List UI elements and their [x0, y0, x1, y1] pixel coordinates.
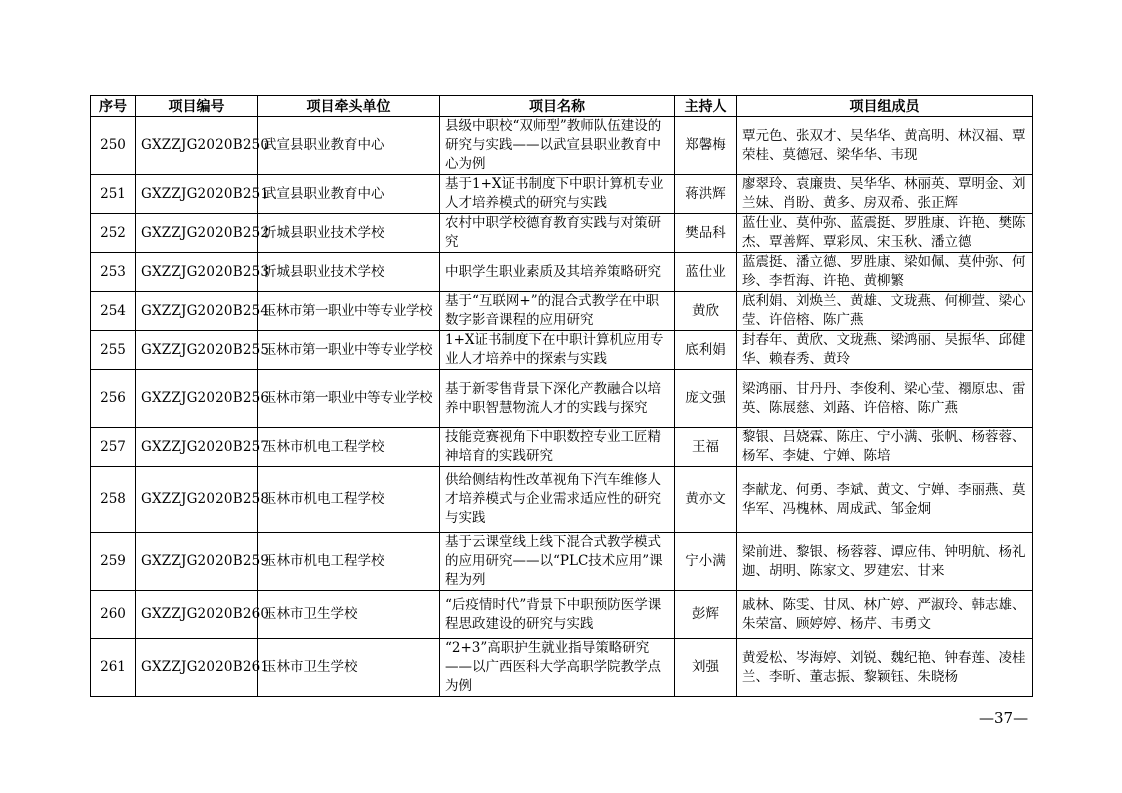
cell-code: GXZZJG2020B260 [136, 591, 258, 639]
cell-code: GXZZJG2020B251 [136, 175, 258, 214]
cell-host: 底利娟 [675, 331, 737, 370]
cell-host: 彭辉 [675, 591, 737, 639]
cell-members: 梁鸿丽、甘丹丹、李俊利、梁心莹、禤原忠、雷英、陈展慈、刘蕗、许倍榕、陈广燕 [737, 370, 1033, 428]
cell-host: 郑馨梅 [675, 117, 737, 175]
cell-name: 基于新零售背景下深化产教融合以培养中职智慧物流人才的实践与探究 [440, 370, 675, 428]
cell-no: 257 [91, 428, 136, 467]
cell-name: 农村中职学校德育教育实践与对策研究 [440, 214, 675, 253]
cell-code: GXZZJG2020B257 [136, 428, 258, 467]
cell-unit: 玉林市卫生学校 [258, 591, 440, 639]
cell-code: GXZZJG2020B250 [136, 117, 258, 175]
cell-members: 廖翠玲、袁廉贵、吴华华、林丽英、覃明金、刘兰妹、肖盼、黄多、房双希、张正辉 [737, 175, 1033, 214]
project-table [90, 95, 1033, 697]
cell-host: 宁小满 [675, 533, 737, 591]
cell-code: GXZZJG2020B252 [136, 214, 258, 253]
cell-name: 中职学生职业素质及其培养策略研究 [440, 253, 675, 292]
col-header-members: 项目组成员 [737, 96, 1033, 117]
cell-unit: 玉林市第一职业中等专业学校 [258, 292, 440, 331]
cell-name: 基于云课堂线上线下混合式教学模式的应用研究——以“PLC技术应用”课程为列 [440, 533, 675, 591]
cell-members: 梁前进、黎银、杨蓉蓉、谭应伟、钟明航、杨礼迦、胡明、陈家文、罗建宏、甘来 [737, 533, 1033, 591]
cell-unit: 忻城县职业技术学校 [258, 214, 440, 253]
cell-members: 李献龙、何勇、李斌、黄文、宁婵、李丽燕、莫华军、冯槐林、周成武、邹金炯 [737, 467, 1033, 533]
cell-members: 底利娟、刘焕兰、黄雄、文珑燕、何柳萱、梁心莹、许倍榕、陈广燕 [737, 292, 1033, 331]
cell-name: 技能竞赛视角下中职数控专业工匠精神培育的实践研究 [440, 428, 675, 467]
cell-no: 252 [91, 214, 136, 253]
cell-name: “2+3”高职护生就业指导策略研究——以广西医科大学高职学院教学点为例 [440, 639, 675, 697]
cell-no: 258 [91, 467, 136, 533]
table-row [91, 117, 1033, 175]
cell-name: 基于“互联网+”的混合式教学在中职数字影音课程的应用研究 [440, 292, 675, 331]
table-row [91, 253, 1033, 292]
cell-code: GXZZJG2020B258 [136, 467, 258, 533]
cell-host: 刘强 [675, 639, 737, 697]
cell-no: 261 [91, 639, 136, 697]
cell-host: 庞文强 [675, 370, 737, 428]
cell-host: 蓝仕业 [675, 253, 737, 292]
cell-members: 戚林、陈雯、甘凤、林广婷、严淑玲、韩志雄、朱荣富、顾婷婷、杨芹、韦勇文 [737, 591, 1033, 639]
cell-code: GXZZJG2020B256 [136, 370, 258, 428]
cell-code: GXZZJG2020B254 [136, 292, 258, 331]
cell-name: 供给侧结构性改革视角下汽车维修人才培养模式与企业需求适应性的研究与实践 [440, 467, 675, 533]
cell-unit: 玉林市第一职业中等专业学校 [258, 370, 440, 428]
cell-members: 蓝震挺、潘立德、罗胜康、梁如佩、莫仲弥、何珍、李哲海、许艳、黄柳繁 [737, 253, 1033, 292]
cell-unit: 玉林市机电工程学校 [258, 533, 440, 591]
page-number: —37— [979, 709, 1029, 727]
cell-no: 253 [91, 253, 136, 292]
table-row [91, 591, 1033, 639]
cell-unit: 忻城县职业技术学校 [258, 253, 440, 292]
cell-no: 255 [91, 331, 136, 370]
cell-name: 1+X证书制度下在中职计算机应用专业人才培养中的探索与实践 [440, 331, 675, 370]
cell-code: GXZZJG2020B259 [136, 533, 258, 591]
cell-code: GXZZJG2020B261 [136, 639, 258, 697]
table-row [91, 428, 1033, 467]
cell-code: GXZZJG2020B253 [136, 253, 258, 292]
cell-unit: 武宣县职业教育中心 [258, 175, 440, 214]
cell-members: 封春年、黄欣、文珑燕、梁鸿丽、吴振华、邱健华、赖春秀、黄玲 [737, 331, 1033, 370]
table-header-row [91, 96, 1033, 117]
table-row [91, 175, 1033, 214]
cell-host: 黄亦文 [675, 467, 737, 533]
cell-unit: 玉林市机电工程学校 [258, 428, 440, 467]
table-row [91, 292, 1033, 331]
cell-name: 县级中职校“双师型”教师队伍建设的研究与实践——以武宣县职业教育中心为例 [440, 117, 675, 175]
cell-code: GXZZJG2020B255 [136, 331, 258, 370]
cell-unit: 玉林市卫生学校 [258, 639, 440, 697]
cell-no: 251 [91, 175, 136, 214]
table-row [91, 533, 1033, 591]
table-row [91, 214, 1033, 253]
cell-host: 蒋洪辉 [675, 175, 737, 214]
cell-host: 樊品科 [675, 214, 737, 253]
table-row [91, 331, 1033, 370]
col-header-host: 主持人 [675, 96, 737, 117]
cell-no: 256 [91, 370, 136, 428]
col-header-code: 项目编号 [136, 96, 258, 117]
cell-members: 覃元色、张双才、吴华华、黄高明、林汉福、覃荣桂、莫德冠、梁华华、韦现 [737, 117, 1033, 175]
col-header-no: 序号 [91, 96, 136, 117]
cell-unit: 玉林市第一职业中等专业学校 [258, 331, 440, 370]
cell-members: 黎银、吕娆霖、陈庄、宁小满、张帆、杨蓉蓉、杨军、李婕、宁婵、陈培 [737, 428, 1033, 467]
cell-no: 260 [91, 591, 136, 639]
col-header-name: 项目名称 [440, 96, 675, 117]
cell-members: 蓝仕业、莫仲弥、蓝震挺、罗胜康、许艳、樊陈杰、覃善辉、覃彩凤、宋玉秋、潘立德 [737, 214, 1033, 253]
cell-members: 黄爱松、岑海婷、刘锐、魏纪艳、钟春莲、凌桂兰、李昕、董志振、黎颖钰、朱晓杨 [737, 639, 1033, 697]
table-row [91, 370, 1033, 428]
cell-no: 250 [91, 117, 136, 175]
cell-no: 254 [91, 292, 136, 331]
cell-unit: 玉林市机电工程学校 [258, 467, 440, 533]
cell-host: 王福 [675, 428, 737, 467]
col-header-unit: 项目牵头单位 [258, 96, 440, 117]
table-row [91, 467, 1033, 533]
cell-name: “后疫情时代”背景下中职预防医学课程思政建设的研究与实践 [440, 591, 675, 639]
cell-no: 259 [91, 533, 136, 591]
cell-host: 黄欣 [675, 292, 737, 331]
table-row [91, 639, 1033, 697]
cell-name: 基于1+X证书制度下中职计算机专业人才培养模式的研究与实践 [440, 175, 675, 214]
cell-unit: 武宣县职业教育中心 [258, 117, 440, 175]
